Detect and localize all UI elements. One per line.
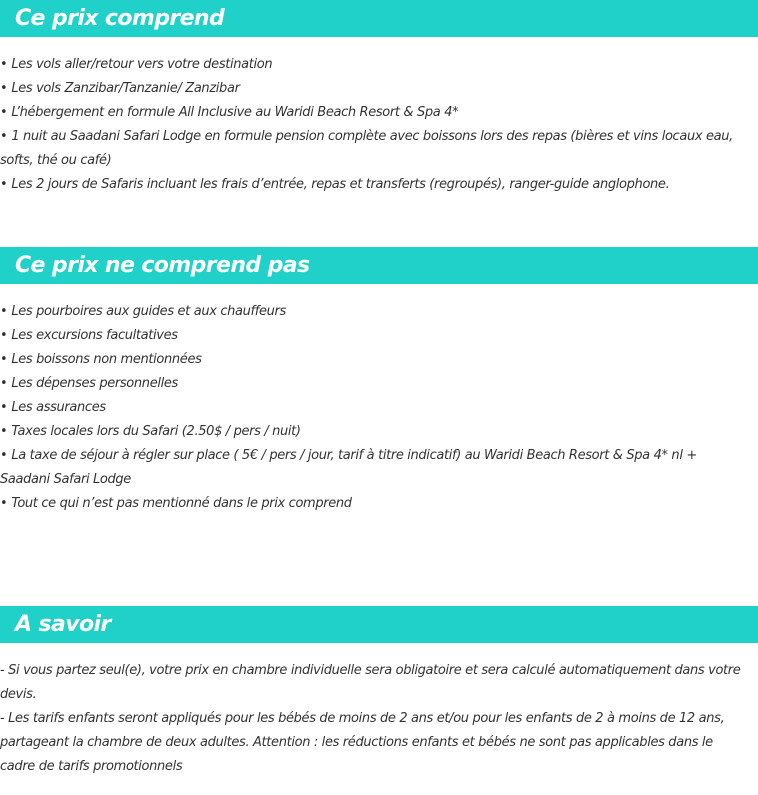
- bullet-icon: •: [0, 57, 8, 72]
- section-title-info: A savoir: [15, 612, 111, 637]
- bullet-icon: •: [0, 400, 8, 415]
- list-item: • Les pourboires aux guides et aux chauffeurs: [0, 304, 286, 319]
- list-item: • Les boissons non mentionnées: [0, 352, 202, 367]
- section-title-included: Ce prix comprend: [15, 6, 225, 31]
- list-item: • L’hébergement en formule All Inclusive au Waridi Beach Resort & Spa 4*: [0, 105, 459, 120]
- list-item: • Les 2 jours de Safaris incluant les frais d’entrée, repas et transferts (regroupés), ranger-guide anglophone.: [0, 177, 670, 192]
- list-item: • Les vols Zanzibar/Tanzanie/ Zanzibar: [0, 81, 240, 96]
- bullet-icon: •: [0, 328, 8, 343]
- list-item: • 1 nuit au Saadani Safari Lodge en formule pension complète avec boissons lors des repas (bières et vins locaux eau, softs, thé ou café): [0, 129, 733, 168]
- info-text: [0, 659, 750, 779]
- section-header-included: [0, 0, 758, 37]
- bullet-icon: •: [0, 304, 8, 319]
- bullet-icon: •: [0, 496, 8, 511]
- info-paragraph: - Les tarifs enfants seront appliqués pour les bébés de moins de 2 ans et/ou pour les enfants de 2 à moins de 12 ans, partageant la chambre de deux adultes. Attention : les réductions enfants et bébés ne sont pas applicables dans le cadre de tarifs promotionnels: [0, 711, 725, 774]
- bullet-icon: •: [0, 105, 8, 120]
- section-title-excluded: Ce prix ne comprend pas: [15, 253, 310, 278]
- info-paragraph: - Si vous partez seul(e), votre prix en chambre individuelle sera obligatoire et sera calculé automatiquement dans votre devis.: [0, 663, 741, 702]
- list-item: • Les vols aller/retour vers votre destination: [0, 57, 273, 72]
- section-header-excluded: [0, 247, 758, 284]
- excluded-list: [0, 300, 750, 516]
- bullet-icon: •: [0, 376, 8, 391]
- list-item: • Tout ce qui n’est pas mentionné dans le prix comprend: [0, 496, 352, 511]
- included-list: [0, 53, 750, 197]
- bullet-icon: •: [0, 177, 8, 192]
- list-item: • Les excursions facultatives: [0, 328, 178, 343]
- bullet-icon: •: [0, 129, 8, 144]
- bullet-icon: •: [0, 81, 8, 96]
- bullet-icon: •: [0, 448, 8, 463]
- bullet-icon: •: [0, 424, 8, 439]
- list-item: • Les dépenses personnelles: [0, 376, 178, 391]
- list-item: • Taxes locales lors du Safari (2.50$ / pers / nuit): [0, 424, 301, 439]
- bullet-icon: •: [0, 352, 8, 367]
- list-item: • Les assurances: [0, 400, 106, 415]
- list-item: • La taxe de séjour à régler sur place ( 5€ / pers / jour, tarif à titre indicatif) au Waridi Beach Resort & Spa 4* nl + Saadani Safari Lodge: [0, 448, 697, 487]
- section-header-info: [0, 606, 758, 643]
